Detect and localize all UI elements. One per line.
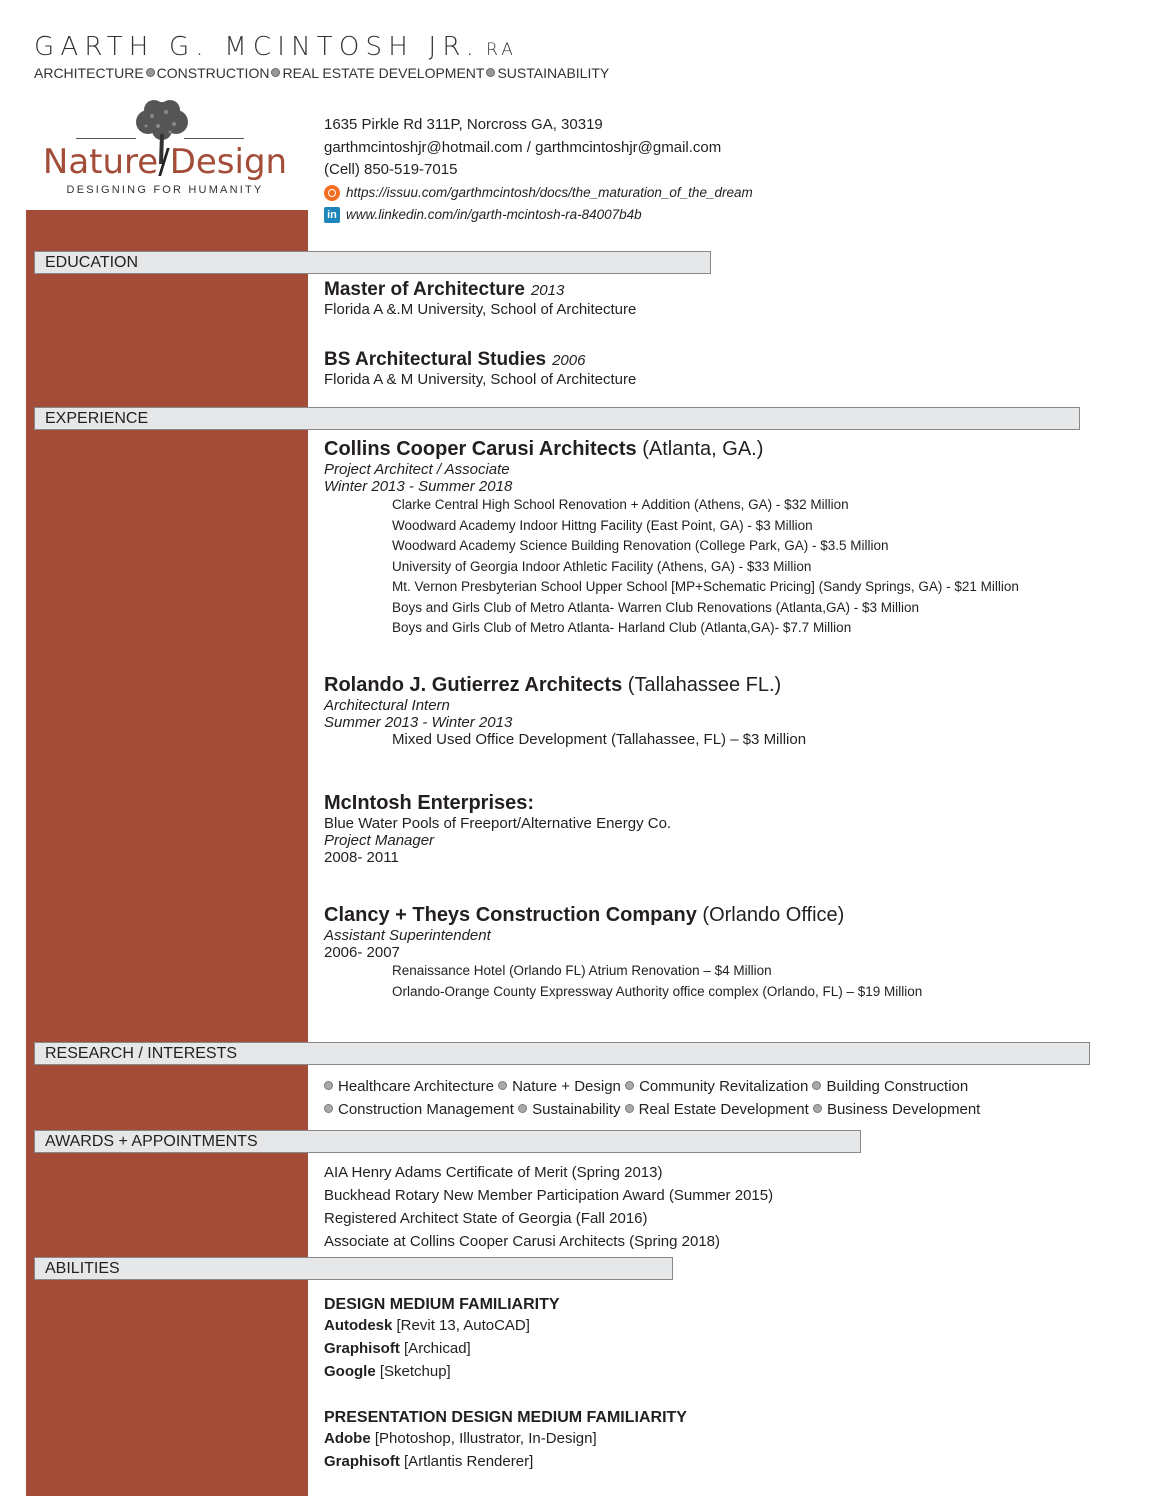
phone-number: (Cell) 850-519-7015 xyxy=(324,161,458,178)
section-header-abilities: ABILITIES xyxy=(34,1257,673,1280)
bullet-icon xyxy=(813,1104,822,1113)
education-item xyxy=(324,279,636,318)
nature-design-logo xyxy=(34,98,296,208)
bullet-icon xyxy=(518,1104,527,1113)
vendor-name: Autodesk xyxy=(324,1317,393,1334)
tool-list: [Photoshop, Illustrator, In-Design] xyxy=(374,1430,597,1447)
tagline-item: SUSTAINABILITY xyxy=(497,65,610,81)
bullet-icon xyxy=(486,68,495,77)
tagline-item: REAL ESTATE DEVELOPMENT xyxy=(282,65,485,81)
interest-item: Healthcare Architecture xyxy=(338,1078,494,1095)
job-role: Architectural Intern xyxy=(324,697,450,714)
job-dates: Winter 2013 - Summer 2018 xyxy=(324,478,513,495)
degree-title: Master of Architecture xyxy=(324,279,525,300)
vendor-name: Graphisoft xyxy=(324,1453,400,1470)
firm-name: McIntosh Enterprises: xyxy=(324,792,535,814)
issuu-url[interactable]: https://issuu.com/garthmcintosh/docs/the_maturation_of_the_dream xyxy=(346,184,753,200)
bullet-icon xyxy=(146,68,155,77)
bullet-icon xyxy=(625,1104,634,1113)
bullet-icon xyxy=(271,68,280,77)
project-item: Mixed Used Office Development (Tallahassee, FL) – $3 Million xyxy=(392,731,807,748)
tagline xyxy=(34,65,609,81)
project-item: Woodward Academy Science Building Renovation (College Park, GA) - $3.5 Million xyxy=(392,538,889,553)
job-role: Project Architect / Associate xyxy=(324,461,510,478)
tool-list: [Sketchup] xyxy=(379,1363,451,1380)
firm-location: (Tallahassee FL.) xyxy=(627,674,782,696)
award-item: Associate at Collins Cooper Carusi Architects (Spring 2018) xyxy=(324,1233,721,1250)
section-header-research: RESEARCH / INTERESTS xyxy=(34,1042,1090,1065)
job-entry xyxy=(324,674,806,748)
project-item: Boys and Girls Club of Metro Atlanta- Harland Club (Atlanta,GA)- $7.7 Million xyxy=(392,620,852,635)
project-item: University of Georgia Indoor Athletic Facility (Athens, GA) - $33 Million xyxy=(392,558,812,574)
full-name: GARTH G. MCINTOSH JR. xyxy=(34,32,481,62)
education-item xyxy=(324,349,636,388)
bullet-icon xyxy=(812,1081,821,1090)
email-addresses[interactable]: garthmcintoshjr@hotmail.com / garthmcintoshjr@gmail.com xyxy=(324,138,722,156)
awards-list xyxy=(324,1161,773,1253)
resume-name xyxy=(34,32,517,62)
ability-group-title: DESIGN MEDIUM FAMILIARITY xyxy=(324,1296,560,1313)
linkedin-url[interactable]: www.linkedin.com/in/garth-mcintosh-ra-84007b4b xyxy=(346,207,642,222)
logo-subtitle: DESIGNING FOR HUMANITY xyxy=(66,184,264,196)
interest-item: Business Development xyxy=(826,1101,981,1118)
tagline-item: ARCHITECTURE xyxy=(34,65,144,81)
interest-item: Nature + Design xyxy=(512,1078,621,1095)
firm-location: (Orlando Office) xyxy=(702,904,845,926)
school-name: Florida A & M University, School of Architecture xyxy=(324,371,637,388)
linkedin-link[interactable] xyxy=(324,204,753,227)
interest-item: Sustainability xyxy=(532,1101,621,1118)
vendor-name: Google xyxy=(324,1363,376,1380)
job-entry xyxy=(324,792,671,866)
project-item: Woodward Academy Indoor Hittng Facility (East Point, GA) - $3 Million xyxy=(392,517,813,533)
firm-name: Rolando J. Gutierrez Architects xyxy=(324,674,623,696)
company-name: Blue Water Pools of Freeport/Alternative Energy Co. xyxy=(324,815,672,832)
section-header-awards: AWARDS + APPOINTMENTS xyxy=(34,1130,861,1153)
name-suffix: RA xyxy=(486,40,517,60)
tool-list: [Revit 13, AutoCAD] xyxy=(396,1317,530,1334)
interest-item: Community Revitalization xyxy=(639,1078,809,1095)
linkedin-icon: in xyxy=(324,207,340,223)
bullet-icon xyxy=(324,1104,333,1113)
award-item: Buckhead Rotary New Member Participation Award (Summer 2015) xyxy=(324,1187,774,1204)
project-item: Boys and Girls Club of Metro Atlanta- Warren Club Renovations (Atlanta,GA) - $3 Million xyxy=(392,599,919,615)
ability-group xyxy=(324,1409,687,1473)
logo-rule xyxy=(76,138,136,139)
logo-wordmark: Nature/Design xyxy=(42,142,288,182)
project-item: Renaissance Hotel (Orlando FL) Atrium Renovation – $4 Million xyxy=(392,963,772,978)
vendor-name: Adobe xyxy=(324,1430,371,1447)
contact-block xyxy=(324,114,753,227)
job-entry xyxy=(324,438,1019,639)
ability-group xyxy=(324,1296,560,1383)
interest-item: Building Construction xyxy=(826,1078,969,1095)
interest-item: Real Estate Development xyxy=(638,1101,809,1118)
tool-list: [Archicad] xyxy=(404,1340,471,1357)
school-name: Florida A &.M University, School of Architecture xyxy=(324,301,637,318)
degree-year: 2013 xyxy=(530,282,565,299)
bullet-icon xyxy=(625,1081,634,1090)
interests-list xyxy=(324,1075,980,1121)
degree-year: 2006 xyxy=(552,352,586,369)
tagline-item: CONSTRUCTION xyxy=(156,65,270,81)
address: 1635 Pirkle Rd 311P, Norcross GA, 30319 xyxy=(324,116,603,133)
tool-list: [Artlantis Renderer] xyxy=(404,1453,534,1470)
job-role: Project Manager xyxy=(324,832,435,849)
job-dates: 2008- 2011 xyxy=(324,849,399,866)
job-role: Assistant Superintendent xyxy=(324,927,491,944)
bullet-icon xyxy=(498,1081,507,1090)
vendor-name: Graphisoft xyxy=(324,1340,400,1357)
firm-location: (Atlanta, GA.) xyxy=(642,438,764,460)
sidebar-band xyxy=(26,210,308,1496)
project-item: Mt. Vernon Presbyterian School Upper School [MP+Schematic Pricing] (Sandy Springs, GA) - $21 Million xyxy=(392,579,1019,594)
issuu-icon xyxy=(324,185,340,201)
section-header-experience: EXPERIENCE xyxy=(34,407,1080,430)
job-dates: Summer 2013 - Winter 2013 xyxy=(324,714,513,731)
issuu-link[interactable] xyxy=(324,182,753,205)
award-item: AIA Henry Adams Certificate of Merit (Spring 2013) xyxy=(324,1164,663,1181)
job-entry xyxy=(324,904,922,1002)
project-item: Orlando-Orange County Expressway Authority office complex (Orlando, FL) – $19 Million xyxy=(392,983,923,999)
ability-group-title: PRESENTATION DESIGN MEDIUM FAMILIARITY xyxy=(324,1409,687,1426)
section-header-education: EDUCATION xyxy=(34,251,711,274)
award-item: Registered Architect State of Georgia (Fall 2016) xyxy=(324,1210,648,1227)
bullet-icon xyxy=(324,1081,333,1090)
interest-item: Construction Management xyxy=(338,1101,514,1118)
firm-name: Clancy + Theys Construction Company xyxy=(324,904,697,926)
project-item: Clarke Central High School Renovation + Addition (Athens, GA) - $32 Million xyxy=(392,497,849,512)
degree-title: BS Architectural Studies xyxy=(324,349,547,370)
job-dates: 2006- 2007 xyxy=(324,944,400,961)
firm-name: Collins Cooper Carusi Architects xyxy=(324,438,637,460)
